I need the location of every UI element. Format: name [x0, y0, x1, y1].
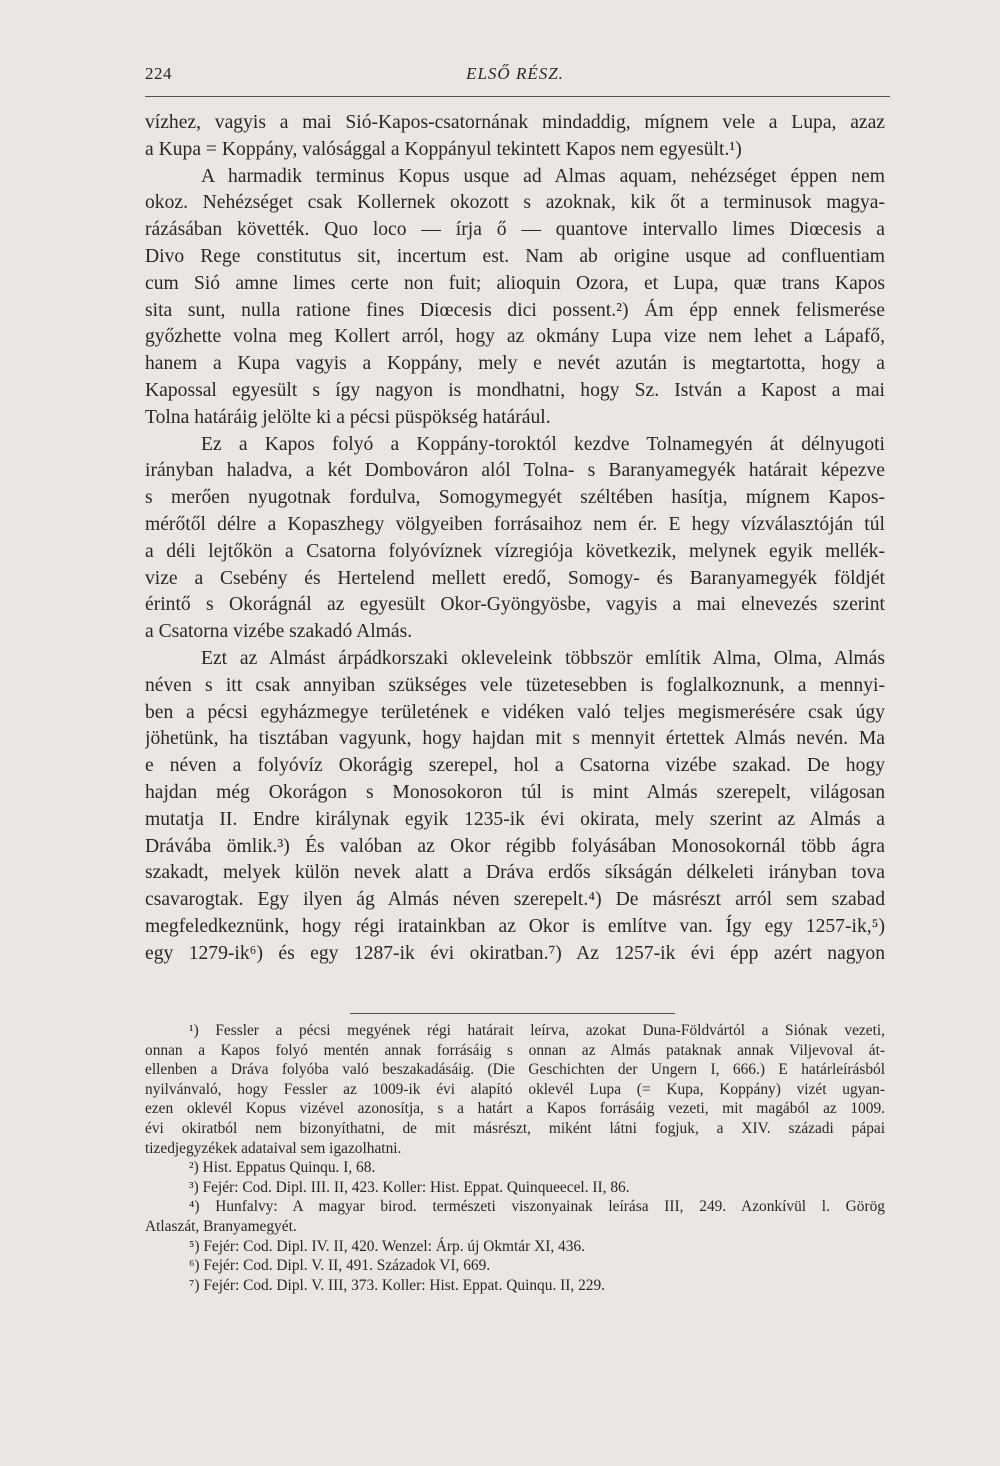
body-line: érintő s Okorágnál az egyesült Okor-Gyöngyösbe, vagyis a mai elnevezés szerint [145, 594, 885, 616]
footnote-line: onnan a Kapos folyó mentén annak forrásáig s onnan az Almás pataknak annak Viljevoval át- [145, 1041, 885, 1059]
body-line: egy 1279-ik⁶) és egy 1287-ik évi okiratban.⁷) Az 1257-ik évi épp azért nagyon [145, 942, 885, 964]
footnote-line: tizedjegyzékek adataival sem igazolhatni. [145, 1139, 402, 1157]
body-line: győzhette volna meg Kollert arról, hogy az okmány Lupa vize nem lehet a Lápafő, [145, 326, 885, 348]
body-line: vízhez, vagyis a mai Sió-Kapos-csatornának mindaddig, mígnem vele a Lupa, azaz [145, 112, 885, 133]
body-line: cum Sió amne limes certe non fuit; alioquin Ozora, et Lupa, quæ trans Kapos [145, 272, 885, 294]
body-line: Ezt az Almást árpádkorszaki okleveleink többször említik Alma, Olma, Almás [201, 647, 885, 669]
body-line: irányban haladva, a két Dombováron alól Tolna- s Baranyamegyék határait képezve [145, 460, 885, 482]
body-line: hajdan még Okorágon s Monosokoron túl is mint Almás szerepelt, világosan [145, 781, 885, 803]
body-line: szakadt, melyek külön nevek alatt a Dráva erdős síkságán délkeleti irányban tova [145, 862, 885, 884]
body-line: mutatja II. Endre királynak egyik 1235-ik évi okirata, mely szerint az Almás a [145, 808, 885, 830]
page-number: 224 [145, 64, 172, 83]
footnote-line: ⁵) Fejér: Cod. Dipl. IV. II, 420. Wenzel: Árp. új Okmtár XI, 436. [189, 1237, 585, 1255]
footnote-line: ellenben a Dráva folyóba való beszakadásáig. (Die Geschichten der Ungern I, 666.) E határleírásból [145, 1061, 885, 1079]
body-line: a Kupa = Koppány, valósággal a Koppányul tekintett Kapos nem egyesült.¹) [145, 138, 742, 160]
body-line: a déli lejtőkön a Csatorna folyóvíznek vízregiója következik, melynek egyik mellék- [145, 540, 885, 562]
body-line: Ez a Kapos folyó a Koppány-toroktól kezdve Tolnamegyén át délnyugoti [201, 433, 885, 455]
body-line: A harmadik terminus Kopus usque ad Almas aquam, nehézséget éppen nem [201, 165, 885, 187]
footnote-line: évi okiratból nem bizonyíthatni, de mit másrészt, miként látni fogjuk, a XIV. századi pápai [145, 1119, 885, 1137]
body-line: a Csatorna vizébe szakadó Almás. [145, 621, 413, 643]
body-line: rázásában követték. Quo loco — írja ő — quantove intervallo limes Diœcesis a [145, 219, 885, 241]
body-line: Drávába ömlik.³) És valóban az Okor régibb folyásában Monosokornál több ágra [145, 835, 885, 857]
body-line: vize a Csebény és Hertelend mellett eredő, Somogy- és Baranyamegyék földjét [145, 567, 885, 589]
footnote-line: ²) Hist. Eppatus Quinqu. I, 68. [189, 1159, 376, 1177]
body-line: okoz. Nehézséget csak Kollernek okozott s azoknak, kik őt a terminusok magya- [145, 192, 885, 214]
footnote-line: ⁷) Fejér: Cod. Dipl. V. III, 373. Koller: Hist. Eppat. Quinqu. II, 229. [189, 1276, 606, 1294]
footnote-line: ezen oklevél Kopus vizével azonosítja, s a határt a Kapos forrásáig vezeti, mit magából az 1009. [145, 1100, 885, 1118]
page-header [145, 64, 885, 88]
header-rule [145, 96, 890, 97]
body-line: Tolna határáig jelölte ki a pécsi püspökség határául. [145, 406, 551, 428]
body-line: Kapossal egyesült s így nagyon is mondhatni, hogy Sz. István a Kapost a mai [145, 379, 885, 401]
body-line: megfeledkeznünk, hogy régi iratainkban az Okor is említve van. Így egy 1257-ik,⁵) [145, 915, 885, 937]
body-line: hanem a Kupa vagyis a Koppány, mely e nevét azután is megtartotta, hogy a [145, 353, 885, 375]
footnote-line: ⁶) Fejér: Cod. Dipl. V. II, 491. Századok VI, 669. [189, 1257, 491, 1275]
body-line: csavarogtak. Egy ilyen ág Almás néven szerepelt.⁴) De másrészt arról sem szabad [145, 889, 885, 911]
body-line: sita sunt, nulla ratione fines Diœcesis dici possent.²) Ám épp ennek felismerése [145, 299, 885, 321]
footnotes [145, 1021, 885, 1295]
body-line: mérőtől délre a Kopaszhegy völgyeiben forrásaihoz nem ér. E hegy vízválasztóján túl [145, 513, 885, 535]
footnote-line: nyilvánvaló, hogy Fessler az 1009-ik évi alapító oklevél Lupa (= Kupa, Koppány) vizét ugyan- [145, 1080, 885, 1098]
footnote-line: ⁴) Hunfalvy: A magyar birod. természeti viszonyainak leírása III, 249. Azonkívül l. Görög [189, 1198, 885, 1216]
body-line: Divo Rege constitutus sit, incertum est. Nam ab origine usque ad confluentiam [145, 245, 885, 267]
body-text [145, 110, 885, 968]
footnote-rule [350, 1013, 675, 1014]
body-line: e néven a folyóvíz Okorágig szerepel, hol a Csatorna vizébe szakad. De hogy [145, 755, 885, 777]
footnote-line: ¹) Fessler a pécsi megyének régi határait leírva, azokat Duna-Földvártól a Siónak vezeti, [189, 1022, 885, 1039]
body-line: s merően nyugotnak fordulva, Somogymegyét széltében hasítja, mígnem Kapos- [145, 487, 885, 509]
footnote-line: ³) Fejér: Cod. Dipl. III. II, 423. Koller: Hist. Eppat. Quinqueecel. II, 86. [189, 1178, 630, 1196]
running-head: ELSŐ RÉSZ. [466, 64, 564, 83]
footnote-line: Atlaszát, Branyamegyét. [145, 1217, 297, 1235]
body-line: jöhetünk, ha tisztában vagyunk, hogy hajdan mit s mennyit értettek Almás nevén. Ma [145, 728, 885, 750]
body-line: néven s itt csak annyiban szükséges vele tüzetesebben is foglalkoznunk, a mennyi- [145, 674, 885, 696]
body-line: ben a pécsi egyházmegye területének e vidéken való teljes megismerésére csak úgy [145, 701, 885, 723]
